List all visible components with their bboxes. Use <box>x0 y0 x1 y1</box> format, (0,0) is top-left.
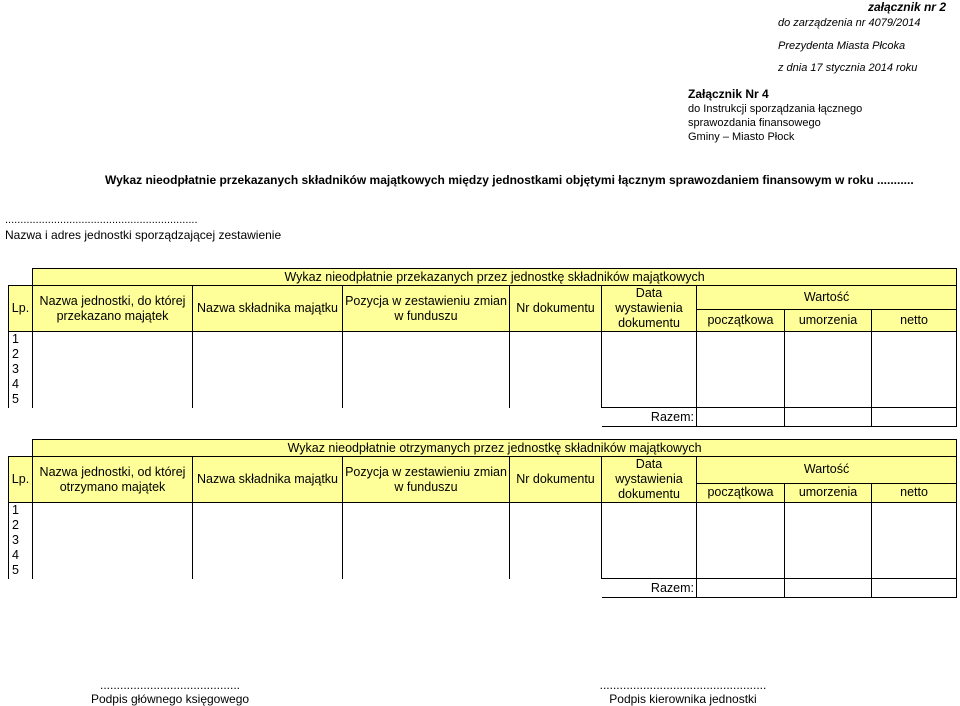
col-value: Wartość <box>697 286 957 310</box>
attachment-title: Załącznik Nr 4 <box>688 87 769 101</box>
table-row <box>9 392 957 408</box>
col-value: Wartość <box>697 457 957 484</box>
col-lp: Lp. <box>9 286 33 332</box>
transferred-assets-table <box>8 268 957 427</box>
table-row <box>9 503 957 519</box>
row-number: 1 <box>9 332 33 348</box>
col-value-net: netto <box>872 483 957 502</box>
table-caption: Wykaz nieodpłatnie otrzymanych przez jednostkę składników majątkowych <box>33 440 957 457</box>
total-label: Razem: <box>602 579 697 598</box>
table-row <box>9 518 957 533</box>
table-row <box>9 362 957 377</box>
row-number: 3 <box>9 533 33 548</box>
col-doc-date: Data wystawienia dokumentu <box>602 286 697 332</box>
col-value-depreciation: umorzenia <box>785 310 872 332</box>
col-component: Nazwa składnika majątku <box>193 286 343 332</box>
row-number: 1 <box>9 503 33 519</box>
col-doc-number: Nr dokumentu <box>510 457 602 503</box>
signature-label: Podpis głównego księgowego <box>90 692 250 706</box>
table-row <box>9 533 957 548</box>
table-row <box>9 332 957 348</box>
col-value-net: netto <box>872 310 957 332</box>
mayor-line: Prezydenta Miasta Płcoka <box>778 40 906 52</box>
total-label: Razem: <box>602 408 697 427</box>
col-value-initial: początkowa <box>697 310 785 332</box>
table-row <box>9 563 957 579</box>
row-number: 3 <box>9 362 33 377</box>
col-unit: Nazwa jednostki, do której przekazano majątek <box>33 286 193 332</box>
signature-dots: .................................................. <box>599 678 767 692</box>
document-title: Wykaz nieodpłatnie przekazanych składników majątkowych między jednostkami objętymi łącznym sprawozdaniem finansowym w roku ........... <box>105 173 914 187</box>
table-row <box>9 548 957 563</box>
unit-head-signature <box>598 678 768 706</box>
chief-accountant-signature <box>90 678 250 706</box>
row-number: 2 <box>9 518 33 533</box>
signature-dots: .......................................... <box>99 678 241 692</box>
col-doc-number: Nr dokumentu <box>510 286 602 332</box>
table-caption: Wykaz nieodpłatnie przekazanych przez jednostkę składników majątkowych <box>33 269 957 286</box>
unit-label: Nazwa i adres jednostki sporządzającej zestawienie <box>5 228 282 242</box>
row-number: 5 <box>9 392 33 408</box>
table-row <box>9 377 957 392</box>
col-value-depreciation: umorzenia <box>785 483 872 502</box>
attachment-line-3: Gminy – Miasto Płock <box>688 131 795 143</box>
col-doc-date: Data wystawienia dokumentu <box>602 457 697 503</box>
col-unit: Nazwa jednostki, od której otrzymano majątek <box>33 457 193 503</box>
col-lp: Lp. <box>9 457 33 503</box>
received-assets-table <box>8 439 957 598</box>
row-number: 4 <box>9 548 33 563</box>
col-value-initial: początkowa <box>697 483 785 502</box>
attachment-line-2: sprawozdania finansowego <box>688 117 821 129</box>
col-position: Pozycja w zestawieniu zmian w funduszu <box>343 286 510 332</box>
unit-dots: ............................................................... <box>5 214 198 226</box>
col-position: Pozycja w zestawieniu zmian w funduszu <box>343 457 510 503</box>
attachment-line-1: do Instrukcji sporządzania łącznego <box>688 103 863 115</box>
annex-number: załącznik nr 2 <box>867 0 946 14</box>
signature-label: Podpis kierownika jednostki <box>609 692 757 706</box>
col-component: Nazwa składnika majątku <box>193 457 343 503</box>
date-line: z dnia 17 stycznia 2014 roku <box>778 62 918 74</box>
row-number: 4 <box>9 377 33 392</box>
row-number: 2 <box>9 347 33 362</box>
table-row <box>9 347 957 362</box>
ordinance-line: do zarządzenia nr 4079/2014 <box>778 17 921 29</box>
row-number: 5 <box>9 563 33 579</box>
